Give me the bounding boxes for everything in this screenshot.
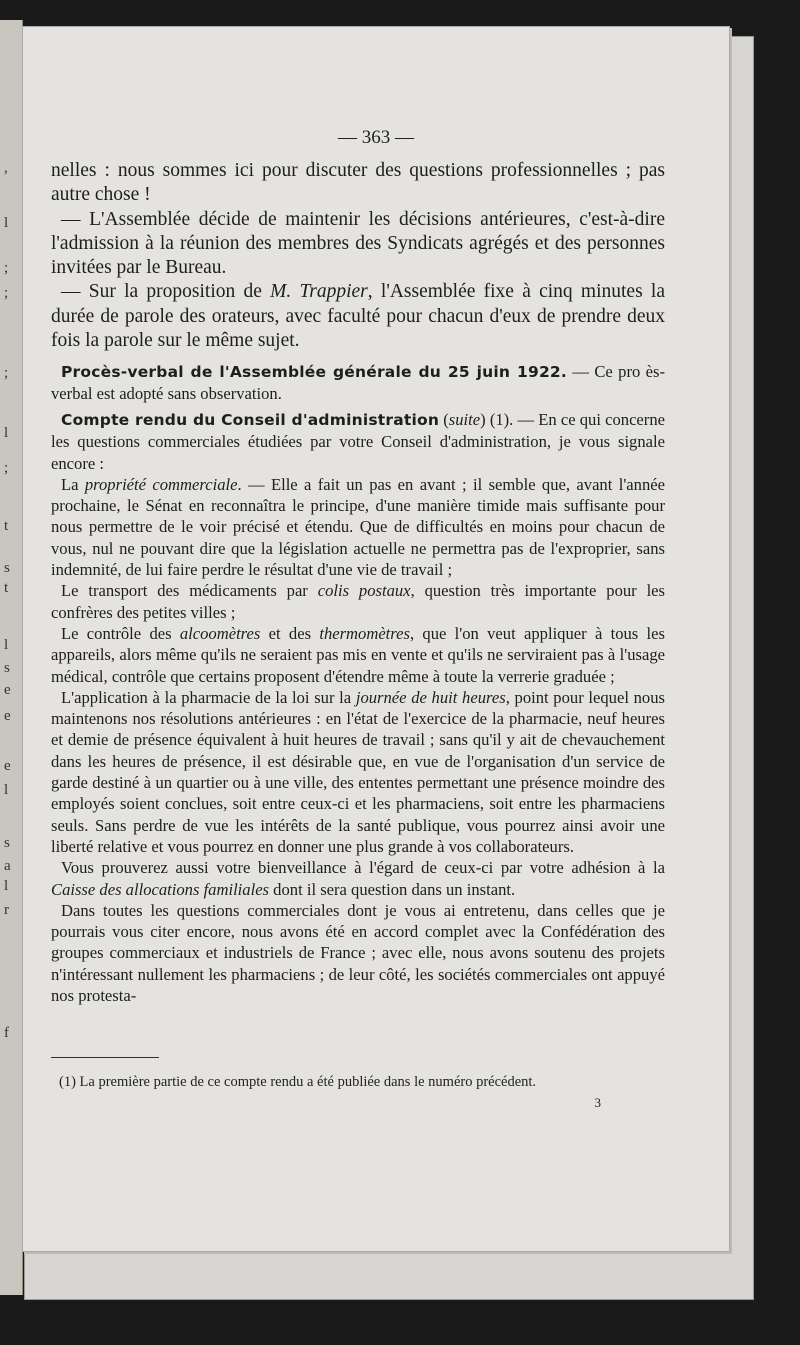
paragraph: Le contrôle des alcoomètres et des thermomètres, que l'on veut appliquer à tous les appareils, alors même qu'ils ne seraient pas mis en vente et qu'ils ne serviraient pas à l'usage médical, contrôle que certains proposent d'étendre même à toute la verrerie graduée ;	[51, 623, 665, 686]
margin-mark: l	[4, 425, 9, 441]
paragraph: Vous prouverez aussi votre bienveillance à l'égard de ceux-ci par votre adhésion à la Caisse des allocations familiales dont il sera question dans un instant.	[51, 858, 665, 899]
paragraph: nelles : nous sommes ici pour discuter des questions professionnelles ; pas autre chose !	[51, 160, 665, 206]
page-number: — 363 —	[338, 127, 414, 148]
margin-mark: ,	[4, 160, 8, 176]
margin-mark: s	[4, 835, 10, 851]
paragraph: — L'Assemblée décide de maintenir les décisions antérieures, c'est-à-dire l'admission à la réunion des membres des Syndicats agrégés et des personnes invitées par le Bureau.	[51, 208, 665, 279]
margin-mark: e	[4, 708, 11, 724]
adjacent-page-edge	[0, 20, 23, 1295]
paragraph: Procès-verbal de l'Assemblée générale du 25 juin 1922. — Ce pro ès-verbal est adopté sans observation.	[51, 362, 666, 404]
paragraph: Le transport des médicaments par colis postaux, question très importante pour les confrères des petites villes ;	[51, 581, 665, 622]
proces-verbal	[51, 361, 665, 405]
compte-rendu	[51, 409, 665, 1006]
margin-mark: l	[4, 637, 9, 653]
margin-mark: ;	[4, 460, 9, 476]
margin-mark: a	[4, 858, 11, 874]
paragraph: — Sur la proposition de M. Trappier, l'Assemblée fixe à cinq minutes la durée de parole des orateurs, avec faculté pour chacun d'eux de prendre deux fois la parole sur le même sujet.	[51, 281, 665, 352]
section-heading: Compte rendu du Conseil d'administration	[61, 411, 440, 429]
opening-paragraphs	[51, 159, 665, 353]
margin-mark: e	[4, 682, 11, 698]
margin-mark: f	[4, 1025, 9, 1041]
margin-mark: s	[4, 560, 10, 576]
margin-mark: l	[4, 782, 9, 798]
paragraph: L'application à la pharmacie de la loi sur la journée de huit heures, point pour lequel nous maintenons nos résolutions antérieures : en l'état de l'exercice de la pharmacie, neuf heures et demie de présence équivalent à huit heures de travail ; sans qu'il y ait de chevauchement dans les heures de présence, il est désirable que, en vue de l'organisation d'un service de garde destiné à un quartier ou à une ville, des ententes permettant une présence moindre des employés soient conclues, soit entre ceux-ci et les pharmaciens, soit entre les pharmaciens seuls. Sans perdre de vue les intérêts de la santé publique, vous pourrez ainsi avoir une liberté relative et vous pourrez en donner une plus grande à vos collaborateurs.	[51, 687, 665, 856]
margin-mark: r	[4, 902, 9, 918]
footnote-rule	[51, 1057, 159, 1058]
paragraph: Dans toutes les questions commerciales dont je vous ai entretenu, dans celles que je pourrais vous citer encore, nous avons été en accord complet avec la Confédération des groupes commerciaux et industriels de France ; avec elle, nous avons soutenu des projets n'intéressant nullement les pharmaciens ; de leur côté, les sociétés commerciales ont appuyé nos protesta-	[51, 900, 665, 1006]
paragraph: Compte rendu du Conseil d'administration (suite) (1). — En ce qui concerne les questions commerciales étudiées par votre Conseil d'administration, je vous signale encore :	[51, 410, 665, 473]
margin-mark: l	[4, 878, 9, 894]
margin-mark: t	[4, 580, 9, 596]
paragraph: La propriété commerciale. — Elle a fait un pas en avant ; il semble que, avant l'année prochaine, le Sénat en reconnaîtra le principe, d'une manière timide mais suffisante pour nous permettre de le voir précisé et étendu. Que de difficultés en moins pour chacun de vous, nul ne pouvant dire que la législation actuelle ne permettra pas de l'exproprier, sans indemnité, de lui faire perdre le résultat d'une vie de travail ;	[51, 474, 665, 580]
margin-mark: l	[4, 215, 9, 231]
margin-mark: e	[4, 758, 11, 774]
margin-mark: s	[4, 660, 10, 676]
margin-mark: ;	[4, 260, 9, 276]
section-heading: Procès-verbal de l'Assemblée générale du 25 juin 1922.	[61, 363, 568, 381]
person-name: M. Trappier	[270, 281, 368, 303]
margin-mark: t	[4, 518, 9, 534]
signature-mark: 3	[594, 1095, 601, 1110]
footnote: (1) La première partie de ce compte rendu a été publiée dans le numéro précédent.	[59, 1074, 537, 1090]
margin-mark: ;	[4, 285, 9, 301]
document-page	[22, 26, 730, 1252]
margin-mark: ;	[4, 365, 9, 381]
